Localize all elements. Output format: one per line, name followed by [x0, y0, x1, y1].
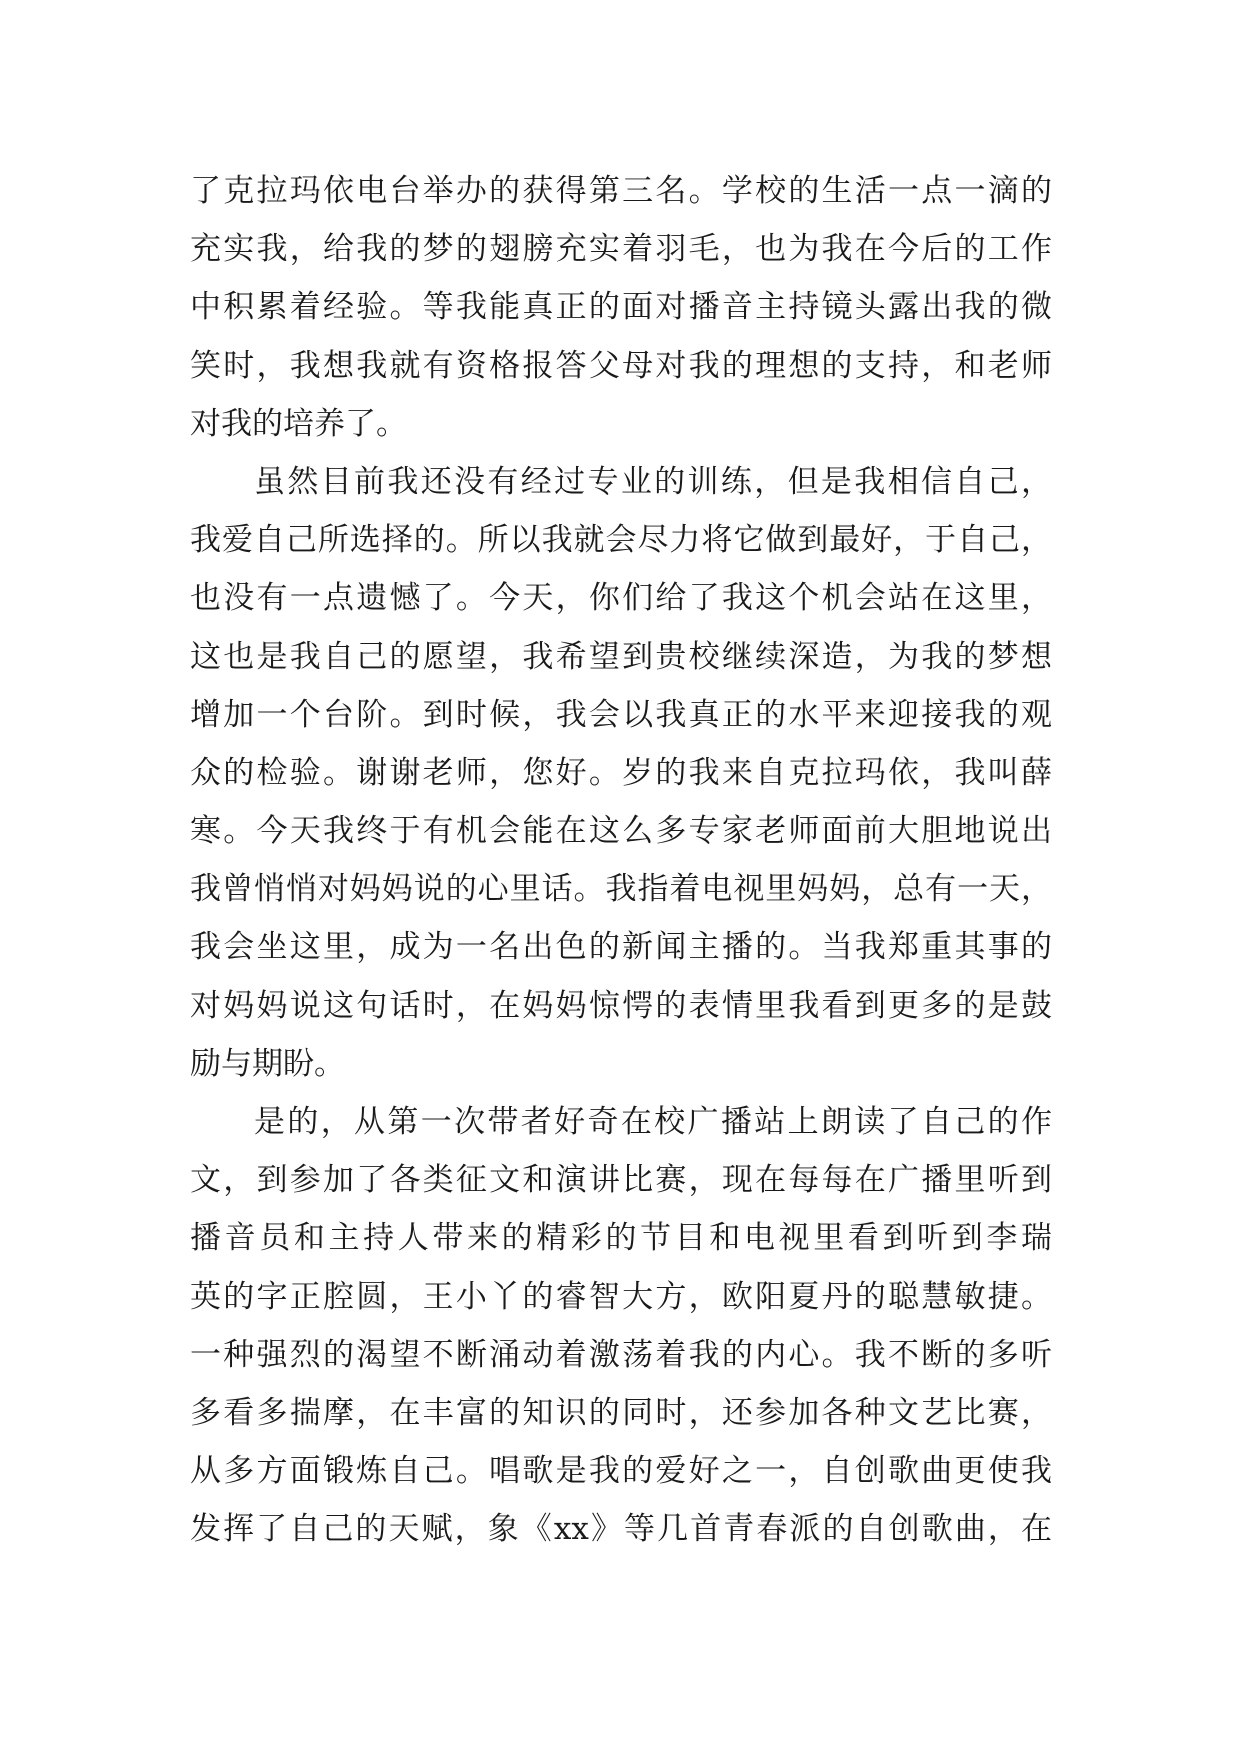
- text-line: 这也是我自己的愿望，我希望到贵校继续深造，为我的梦想: [190, 638, 1052, 675]
- text-line: 英的字正腔圆，王小丫的睿智大方，欧阳夏丹的聪慧敏捷。: [190, 1278, 1052, 1315]
- text-line: 众的检验。谢谢老师，您好。岁的我来自克拉玛依，我叫薛: [190, 754, 1052, 791]
- text-line: 虽然目前我还没有经过专业的训练，但是我相信自己，: [254, 463, 1052, 500]
- text-line: 从多方面锻炼自己。唱歌是我的爱好之一，自创歌曲更使我: [190, 1453, 1052, 1490]
- text-line: 寒。今天我终于有机会能在这么多专家老师面前大胆地说出: [190, 813, 1052, 850]
- text-line: 我会坐这里，成为一名出色的新闻主播的。当我郑重其事的: [190, 929, 1052, 966]
- text-line: 一种强烈的渴望不断涌动着激荡着我的内心。我不断的多听: [190, 1336, 1052, 1373]
- text-line: 我曾悄悄对妈妈说的心里话。我指着电视里妈妈，总有一天，: [190, 871, 1052, 908]
- text-line: 充实我，给我的梦的翅膀充实着羽毛，也为我在今后的工作: [190, 231, 1052, 268]
- text-line: 我爱自己所选择的。所以我就会尽力将它做到最好，于自己，: [190, 522, 1052, 559]
- paragraph: [190, 1093, 1052, 1559]
- text-line: 对妈妈说这句话时，在妈妈惊愕的表情里我看到更多的是鼓: [190, 987, 1052, 1024]
- paragraph: [190, 162, 1052, 453]
- text-line: 对我的培养了。: [190, 405, 407, 442]
- text-line: 笑时，我想我就有资格报答父母对我的理想的支持，和老师: [190, 347, 1052, 384]
- text-line: 励与期盼。: [190, 1045, 345, 1082]
- text-line: 发挥了自己的天赋，象《xx》等几首青春派的自创歌曲，在: [190, 1511, 1052, 1548]
- paragraph: [190, 453, 1052, 1093]
- text-line: 是的，从第一次带者好奇在校广播站上朗读了自己的作: [254, 1104, 1052, 1140]
- text-line: 文，到参加了各类征文和演讲比赛，现在每每在广播里听到: [190, 1162, 1052, 1199]
- text-line: 增加一个台阶。到时候，我会以我真正的水平来迎接我的观: [190, 696, 1052, 733]
- text-line: 了克拉玛依电台举办的获得第三名。学校的生活一点一滴的: [190, 173, 1052, 209]
- text-line: 多看多揣摩，在丰富的知识的同时，还参加各种文艺比赛，: [190, 1394, 1052, 1431]
- text-line: 播音员和主持人带来的精彩的节目和电视里看到听到李瑞: [190, 1220, 1052, 1257]
- document-body: [190, 162, 1052, 1559]
- text-line: 中积累着经验。等我能真正的面对播音主持镜头露出我的微: [190, 289, 1052, 326]
- text-line: 也没有一点遗憾了。今天，你们给了我这个机会站在这里，: [190, 580, 1052, 617]
